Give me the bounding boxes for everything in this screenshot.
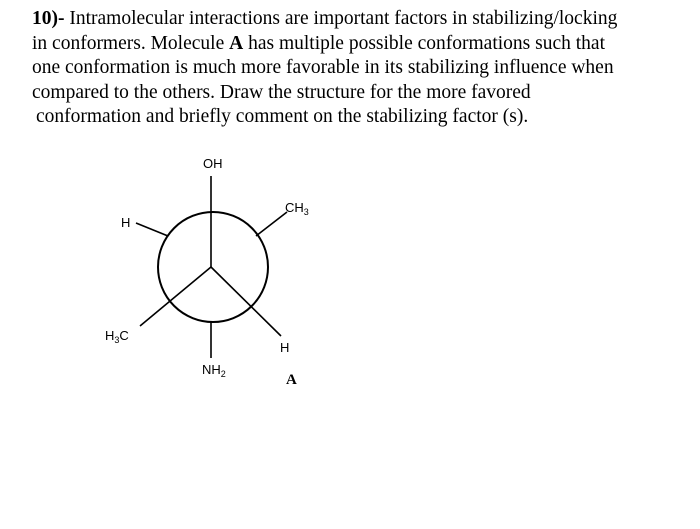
label-h3c: $H_3C$	[105, 328, 129, 345]
question-line-4: compared to the others. Draw the structure for the more favored	[32, 81, 531, 103]
question-line-1-text: Intramolecular interactions are important factors in stabilizing/locking	[64, 8, 618, 29]
question-line-2-text: in conformers. Molecule	[32, 32, 230, 54]
bond-back-upper-left	[136, 223, 168, 236]
bond-front-lower-right	[211, 267, 281, 336]
bond-front-lower-left	[140, 267, 211, 326]
molecule-ref: A	[229, 32, 244, 54]
molecule-label: A	[286, 372, 297, 388]
question-number: 10)-	[32, 8, 65, 29]
back-carbon-circle	[158, 212, 268, 322]
label-oh: OH	[203, 156, 223, 171]
question-line-2-rest: has multiple possible conformations such that	[243, 32, 605, 54]
label-ch3: $CH_3$	[285, 200, 309, 217]
label-nh2: $NH_2$	[202, 362, 226, 379]
question-line-5: conformation and briefly comment on the stabilizing factor (s).	[36, 106, 529, 127]
question-line-3: one conformation is much more favorable in its stabilizing influence when	[32, 57, 614, 78]
label-h-lower-right: H	[280, 340, 290, 355]
label-h-upper-left: H	[121, 215, 131, 230]
bond-back-upper-right	[256, 212, 287, 236]
